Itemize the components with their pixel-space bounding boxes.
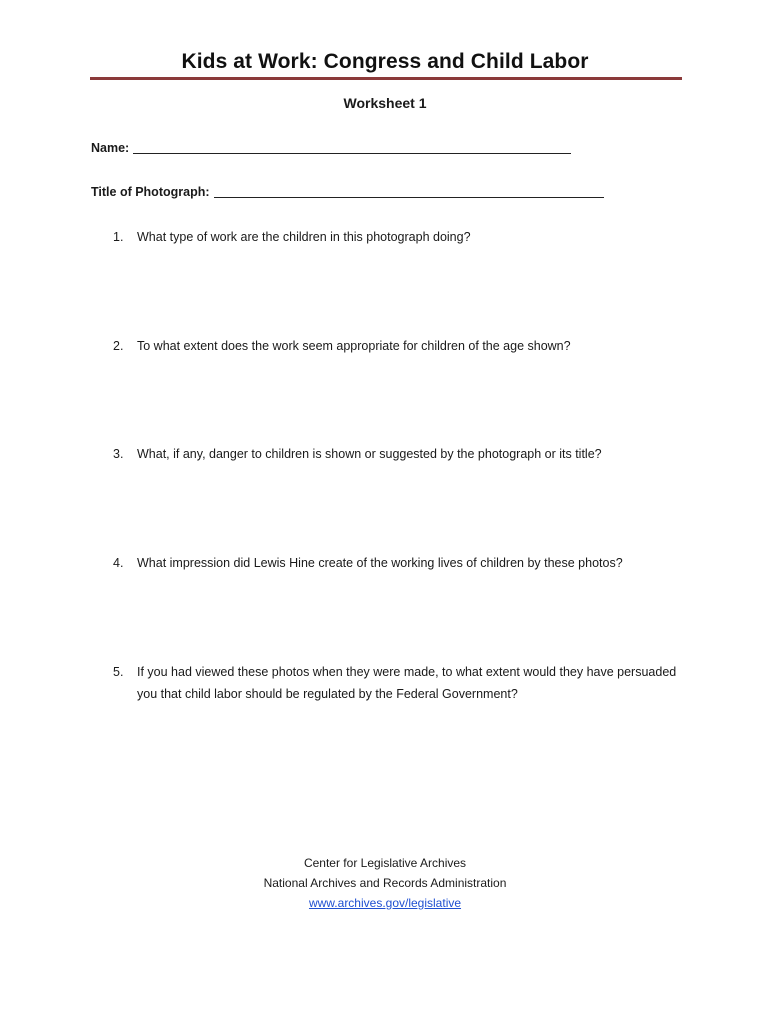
question-4 xyxy=(113,552,693,574)
page-title: Kids at Work: Congress and Child Labor xyxy=(181,50,589,73)
name-blank-line[interactable] xyxy=(133,152,571,154)
photo-title-field-row xyxy=(91,185,604,199)
question-number: 1. xyxy=(113,230,124,244)
question-text: What impression did Lewis Hine create of the working lives of children by these photos? xyxy=(137,556,623,570)
question-text: What type of work are the children in this photograph doing? xyxy=(137,230,471,244)
footer-agency: National Archives and Records Administration xyxy=(263,876,507,890)
question-text: To what extent does the work seem appropriate for children of the age shown? xyxy=(137,339,571,353)
question-number: 5. xyxy=(113,665,124,679)
question-number: 3. xyxy=(113,447,124,461)
name-field-row xyxy=(91,141,571,155)
question-number: 4. xyxy=(113,556,124,570)
photo-title-blank-line[interactable] xyxy=(214,196,604,198)
name-label: Name: xyxy=(91,141,130,155)
question-5 xyxy=(113,661,693,705)
question-2 xyxy=(113,335,693,357)
question-3 xyxy=(113,443,693,465)
question-text: If you had viewed these photos when they were made, to what extent would they have persuaded you that child labor should be regulated by the Federal Government? xyxy=(137,665,677,701)
photo-title-label: Title of Photograph: xyxy=(91,185,210,199)
footer-organization: Center for Legislative Archives xyxy=(303,856,467,870)
question-1 xyxy=(113,226,693,248)
footer-website-link[interactable]: www.archives.gov/legislative xyxy=(308,896,462,910)
title-divider xyxy=(90,77,682,80)
question-text: What, if any, danger to children is shown or suggested by the photograph or its title? xyxy=(137,447,602,461)
worksheet-subtitle: Worksheet 1 xyxy=(343,95,427,111)
question-number: 2. xyxy=(113,339,124,353)
footer xyxy=(0,853,770,913)
